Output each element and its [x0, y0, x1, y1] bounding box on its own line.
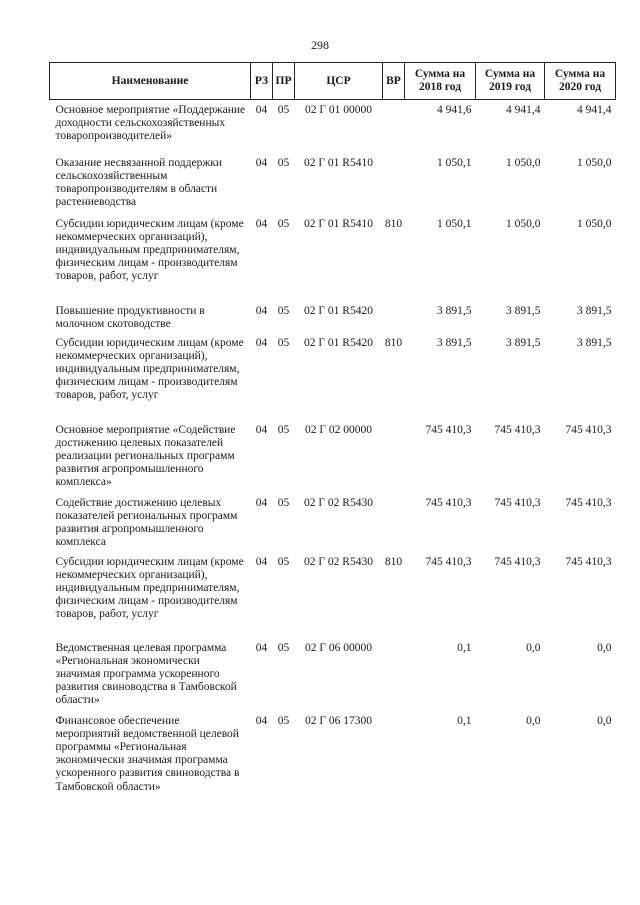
row-name: Субсидии юридическим лицам (кроме некоммерческих организаций), индивидуальным предпринимателям, физическим лицам - производителям товаров, работ, услуг	[55, 217, 244, 283]
row-sum-2019: 3 891,5	[506, 336, 541, 349]
row-sum-2020: 3 891,5	[577, 304, 612, 317]
row-rz: 04	[255, 555, 268, 568]
table-row	[50, 715, 616, 801]
row-sum-2020: 0,0	[597, 714, 612, 727]
table-row	[50, 497, 616, 556]
row-sum-2018: 3 891,5	[437, 304, 472, 317]
header-pr: ПР	[273, 63, 295, 100]
row-sum-2018: 1 050,1	[437, 217, 472, 230]
row-csr: 02 Г 02 00000	[304, 423, 373, 436]
row-pr: 05	[277, 641, 290, 654]
row-sum-2018: 4 941,6	[437, 104, 472, 116]
row-sum-2018: 745 410,3	[425, 496, 472, 509]
table-row	[50, 337, 616, 424]
row-rz: 04	[255, 423, 268, 436]
row-sum-2019: 1 050,0	[506, 217, 541, 230]
row-sum-2019: 3 891,5	[506, 304, 541, 317]
row-pr: 05	[277, 714, 290, 727]
row-sum-2020: 745 410,3	[565, 555, 612, 568]
row-csr: 02 Г 01 00000	[304, 104, 373, 116]
row-sum-2020: 745 410,3	[565, 496, 612, 509]
table-row	[50, 218, 616, 305]
row-sum-2018: 0,1	[457, 714, 472, 727]
row-sum-2018: 3 891,5	[437, 336, 472, 349]
row-rz: 04	[255, 336, 268, 349]
row-sum-2020: 0,0	[597, 641, 612, 654]
row-sum-2019: 745 410,3	[494, 555, 541, 568]
row-rz: 04	[255, 217, 268, 230]
row-vr: 810	[384, 217, 403, 230]
row-sum-2019: 1 050,0	[506, 156, 541, 169]
row-sum-2020: 1 050,0	[577, 217, 612, 230]
row-csr: 02 Г 06 00000	[304, 641, 373, 654]
row-vr	[383, 157, 405, 218]
row-name: Основное мероприятие «Поддержание доходности сельскохозяйственных товаропроизводителей»	[55, 104, 246, 143]
row-vr	[383, 305, 405, 337]
table-header	[50, 63, 616, 100]
row-sum-2019: 745 410,3	[494, 423, 541, 436]
row-sum-2020: 3 891,5	[577, 336, 612, 349]
row-sum-2019: 0,0	[526, 714, 541, 727]
table-row	[50, 157, 616, 218]
row-pr: 05	[277, 336, 290, 349]
row-pr: 05	[277, 104, 290, 116]
row-vr	[383, 642, 405, 715]
table-row	[50, 556, 616, 642]
row-csr: 02 Г 01 R5420	[304, 336, 373, 349]
header-name: Наименование	[50, 63, 251, 100]
row-csr: 02 Г 01 R5420	[304, 304, 373, 317]
table-row	[50, 100, 616, 157]
row-sum-2018: 745 410,3	[425, 423, 472, 436]
table-row	[50, 642, 616, 715]
header-sum-2019: Сумма на 2019 год	[476, 63, 545, 100]
row-vr	[383, 497, 405, 556]
row-sum-2020: 4 941,4	[577, 104, 612, 116]
row-rz: 04	[255, 714, 268, 727]
row-vr: 810	[384, 555, 403, 568]
row-name: Финансовое обеспечение мероприятий ведомственной целевой программы «Региональная экономически значимая программа ускоренного развития свиноводства в Тамбовской области»	[55, 714, 240, 793]
row-vr	[383, 424, 405, 497]
row-name: Содействие достижению целевых показателей региональных программ развития агропромышленного комплекса	[55, 496, 238, 549]
row-pr: 05	[277, 555, 290, 568]
row-csr: 02 Г 02 R5430	[304, 555, 373, 568]
row-sum-2020: 1 050,0	[577, 156, 612, 169]
row-name: Основное мероприятие «Содействие достижению целевых показателей реализации региональных программ развития агропромышленного комплекса»	[55, 423, 236, 489]
row-csr: 02 Г 01 R5410	[304, 217, 373, 230]
page-number: 298	[311, 38, 329, 52]
row-pr: 05	[277, 423, 290, 436]
row-sum-2019: 745 410,3	[494, 496, 541, 509]
header-sum-2020: Сумма на 2020 год	[545, 63, 616, 100]
row-pr: 05	[277, 304, 290, 317]
row-name: Субсидии юридическим лицам (кроме некоммерческих организаций), индивидуальным предпринимателям, физическим лицам - производителям товаров, работ, услуг	[55, 555, 244, 621]
row-rz: 04	[255, 104, 268, 116]
row-vr: 810	[384, 336, 403, 349]
header-rz: РЗ	[251, 63, 273, 100]
row-pr: 05	[277, 156, 290, 169]
budget-table	[49, 62, 616, 801]
row-sum-2019: 4 941,4	[506, 104, 541, 116]
row-csr: 02 Г 01 R5410	[304, 156, 373, 169]
row-vr	[383, 100, 405, 157]
header-sum-2018: Сумма на 2018 год	[405, 63, 476, 100]
table-row	[50, 305, 616, 337]
row-name: Повышение продуктивности в молочном скотоводстве	[55, 304, 205, 330]
row-sum-2018: 1 050,1	[437, 156, 472, 169]
header-csr: ЦСР	[295, 63, 383, 100]
table-body	[50, 100, 616, 801]
row-name: Оказание несвязанной поддержки сельскохозяйственным товаропроизводителям в области растениеводства	[55, 156, 223, 209]
row-pr: 05	[277, 496, 290, 509]
row-name: Ведомственная целевая программа «Региональная экономически значимая программа ускоренного развития свиноводства в Тамбовской области»	[55, 641, 237, 707]
row-sum-2019: 0,0	[526, 641, 541, 654]
row-rz: 04	[255, 156, 268, 169]
row-rz: 04	[255, 496, 268, 509]
row-rz: 04	[255, 641, 268, 654]
row-pr: 05	[277, 217, 290, 230]
row-sum-2020: 745 410,3	[565, 423, 612, 436]
header-vr: ВР	[383, 63, 405, 100]
row-rz: 04	[255, 304, 268, 317]
row-vr	[383, 715, 405, 801]
row-sum-2018: 745 410,3	[425, 555, 472, 568]
table-row	[50, 424, 616, 497]
row-csr: 02 Г 06 17300	[304, 714, 373, 727]
row-csr: 02 Г 02 R5430	[304, 496, 373, 509]
row-name: Субсидии юридическим лицам (кроме некоммерческих организаций), индивидуальным предпринимателям, физическим лицам - производителям товаров, работ, услуг	[55, 336, 244, 402]
row-sum-2018: 0,1	[457, 641, 472, 654]
